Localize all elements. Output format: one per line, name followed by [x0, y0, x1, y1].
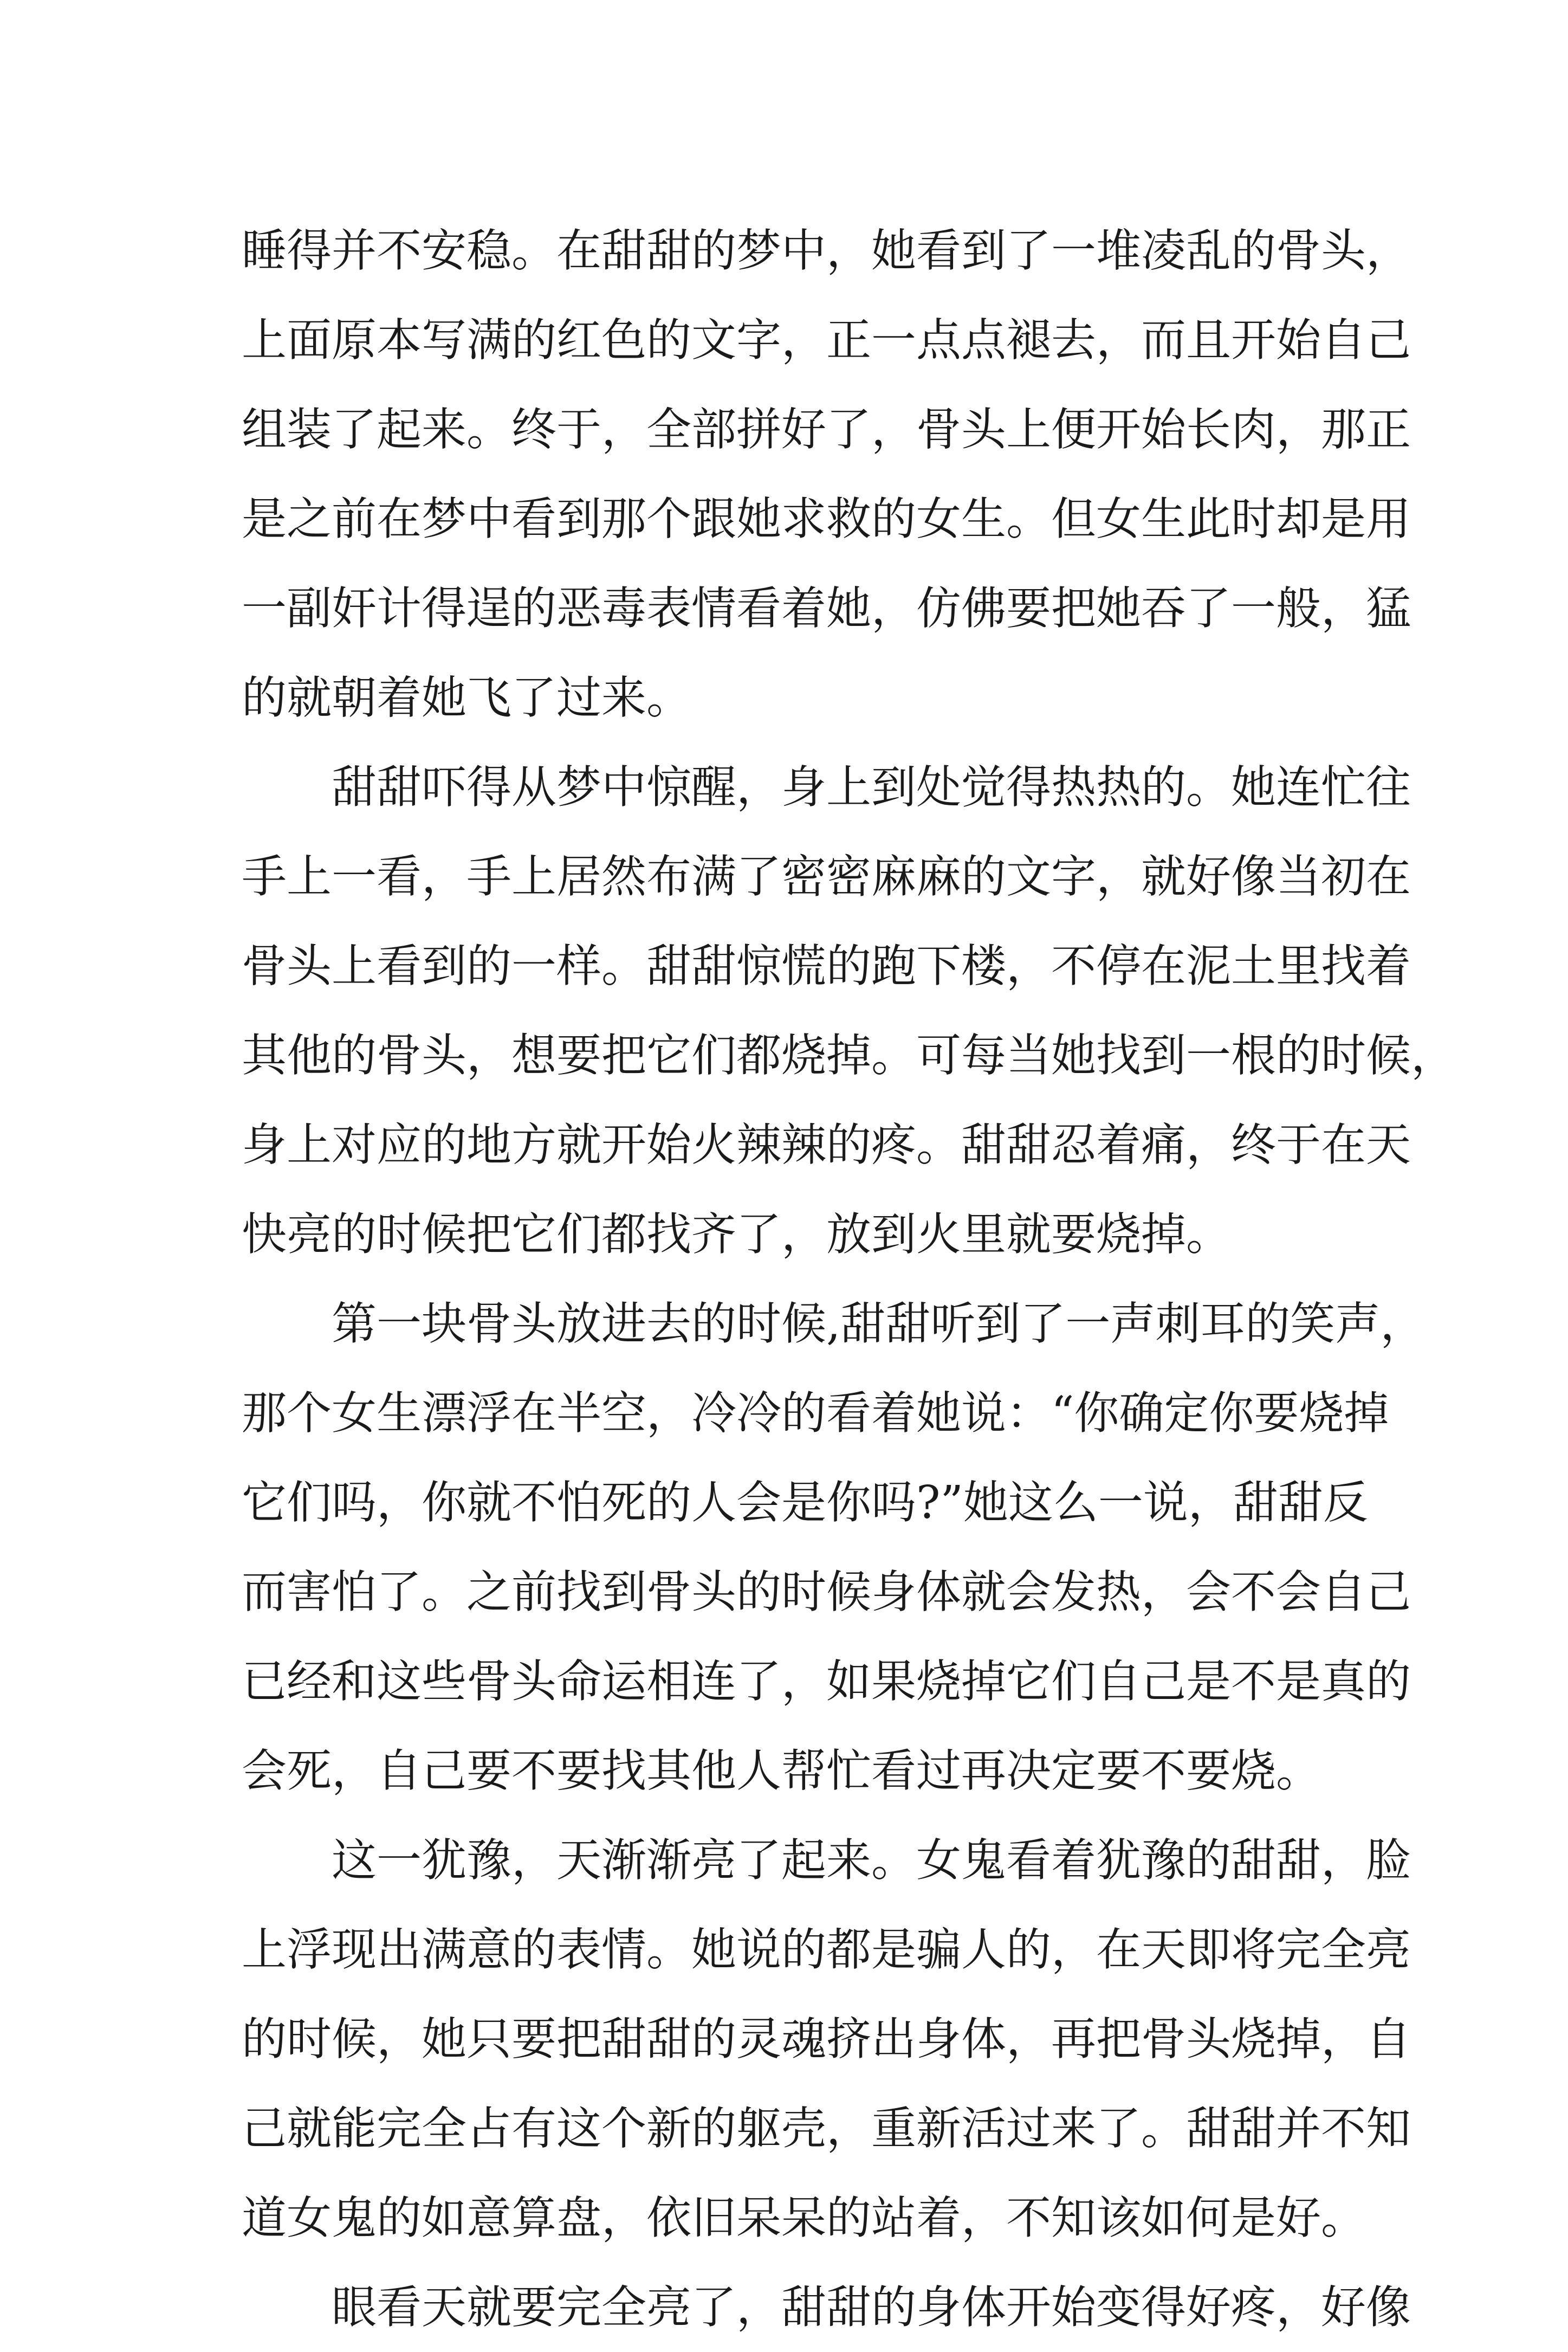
text-line: 其他的骨头，想要把它们都烧掉。可每当她找到一根的时候， — [242, 1029, 1456, 1082]
text-line: 上浮现出满意的表情。她说的都是骗人的，在天即将完全亮 — [242, 1923, 1411, 1976]
text-line: 组装了起来。终于，全部拼好了，骨头上便开始长肉，那正 — [242, 403, 1411, 456]
text-line: 快亮的时候把它们都找齐了，放到火里就要烧掉。 — [242, 1208, 1231, 1261]
text-line: 眼看天就要完全亮了，甜甜的身体开始变得好疼，好像 — [332, 2281, 1411, 2334]
body-text — [242, 206, 1456, 2352]
text-line: 骨头上看到的一样。甜甜惊慌的跑下楼，不停在泥土里找着 — [242, 940, 1411, 992]
text-line: 而害怕了。之前找到骨头的时候身体就会发热，会不会自己 — [242, 1566, 1411, 1618]
text-line: 这一犹豫，天渐渐亮了起来。女鬼看着犹豫的甜甜，脸 — [332, 1834, 1411, 1886]
text-line: 是之前在梦中看到那个跟她求救的女生。但女生此时却是用 — [242, 493, 1411, 545]
text-line: 一副奸计得逞的恶毒表情看着她，仿佛要把她吞了一般，猛 — [242, 582, 1411, 635]
text-line: 手上一看，手上居然布满了密密麻麻的文字，就好像当初在 — [242, 850, 1411, 903]
text-line: 第一块骨头放进去的时候,甜甜听到了一声刺耳的笑声， — [332, 1297, 1426, 1350]
text-line: 它们吗，你就不怕死的人会是你吗?”她这么一说，甜甜反 — [242, 1476, 1368, 1529]
text-line: 上面原本写满的红色的文字，正一点点褪去，而且开始自己 — [242, 314, 1411, 366]
text-line: 甜甜吓得从梦中惊醒，身上到处觉得热热的。她连忙往 — [332, 761, 1411, 813]
text-line: 己就能完全占有这个新的躯壳，重新活过来了。甜甜并不知 — [242, 2102, 1411, 2155]
text-line: 那个女生漂浮在半空，冷冷的看着她说：“你确定你要烧掉 — [242, 1387, 1389, 1439]
text-line: 的就朝着她飞了过来。 — [242, 671, 691, 724]
text-line: 身上对应的地方就开始火辣辣的疼。甜甜忍着痛，终于在天 — [242, 1119, 1411, 1171]
text-line: 会死，自己要不要找其他人帮忙看过再决定要不要烧。 — [242, 1744, 1321, 1797]
text-line: 已经和这些骨头命运相连了，如果烧掉它们自己是不是真的 — [242, 1655, 1411, 1708]
text-line: 的时候，她只要把甜甜的灵魂挤出身体，再把骨头烧掉，自 — [242, 2013, 1411, 2065]
text-line: 道女鬼的如意算盘，依旧呆呆的站着，不知该如何是好。 — [242, 2192, 1366, 2244]
text-line: 睡得并不安稳。在甜甜的梦中，她看到了一堆凌乱的骨头， — [242, 224, 1411, 277]
